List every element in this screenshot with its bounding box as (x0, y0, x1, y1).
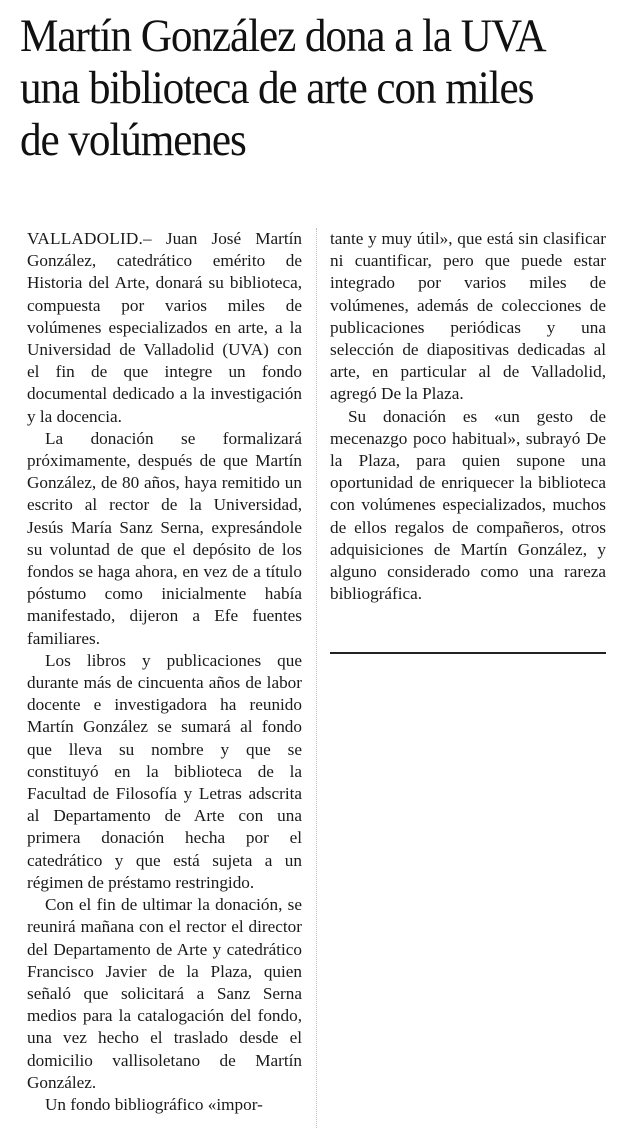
paragraph-4: Con el fin de ultimar la donación, se reunirá mañana con el rector el director del Departamento de Arte y catedrático Francisco Javier de la Plaza, quien señaló que solicitará a Sanz Serna medios para la catalogación del fondo, una vez hecho el traslado desde el domicilio vallisoletano de Martín González. (27, 895, 302, 1092)
end-of-article-rule (330, 652, 606, 654)
paragraph-5-start: Un fondo bibliográfico «impor- (45, 1094, 263, 1114)
paragraph-3: Los libros y publicaciones que durante más de cincuenta años de labor docente e investigadora ha reunido Martín González se sumará al fondo que lleva su nombre y que se constituyó en la biblioteca de la Facultad de Filosofía y Letras adscrita al Departamento de Arte con una primera donación hecha por el catedrático y que está sujeta a un régimen de préstamo restringido. (27, 650, 302, 892)
paragraph-1 (27, 228, 302, 428)
paragraph-1-text: Juan José Martín González, catedrático emérito de Historia del Arte, donará su biblioteca, compuesta por varios miles de volúmenes especializados en arte, a la Universidad de Valladolid (UVA) con el fin de que integre un fondo documental dedicado a la investigación y la docencia. (27, 229, 302, 426)
paragraph-5-end: tante y muy útil», que está sin clasificar ni cuantificar, pero que puede estar integrado por varios miles de volúmenes, además de colecciones de publicaciones periódicas y una selección de diapositivas dedicadas al arte, en particular al de Valladolid, agregó De la Plaza. (330, 229, 606, 404)
dateline: VALLADOLID.– (27, 229, 152, 248)
article-column-right (330, 228, 606, 605)
article-headline: Martín González dona a la UVA una biblioteca de arte con miles de volúmenes (20, 10, 544, 166)
paragraph-2: La donación se formalizará próximamente, después de que Martín González, de 80 años, haya remitido un escrito al rector de la Universidad, Jesús María Sanz Serna, expresándole su voluntad de que el depósito de los fondos se haga ahora, en vez de a título póstumo como inicialmente había manifestado, dijeron a Efe fuentes familiares. (27, 428, 302, 648)
column-divider (316, 228, 317, 1128)
article-column-left (27, 228, 302, 1116)
paragraph-6: Su donación es «un gesto de mecenazgo poco habitual», subrayó De la Plaza, para quien supone una oportunidad de enriquecer la biblioteca con volúmenes especializados, muchos de ellos regalos de compañeros, otros adquisiciones de Martín González, y alguno considerado como una rareza bibliográfica. (330, 406, 606, 604)
